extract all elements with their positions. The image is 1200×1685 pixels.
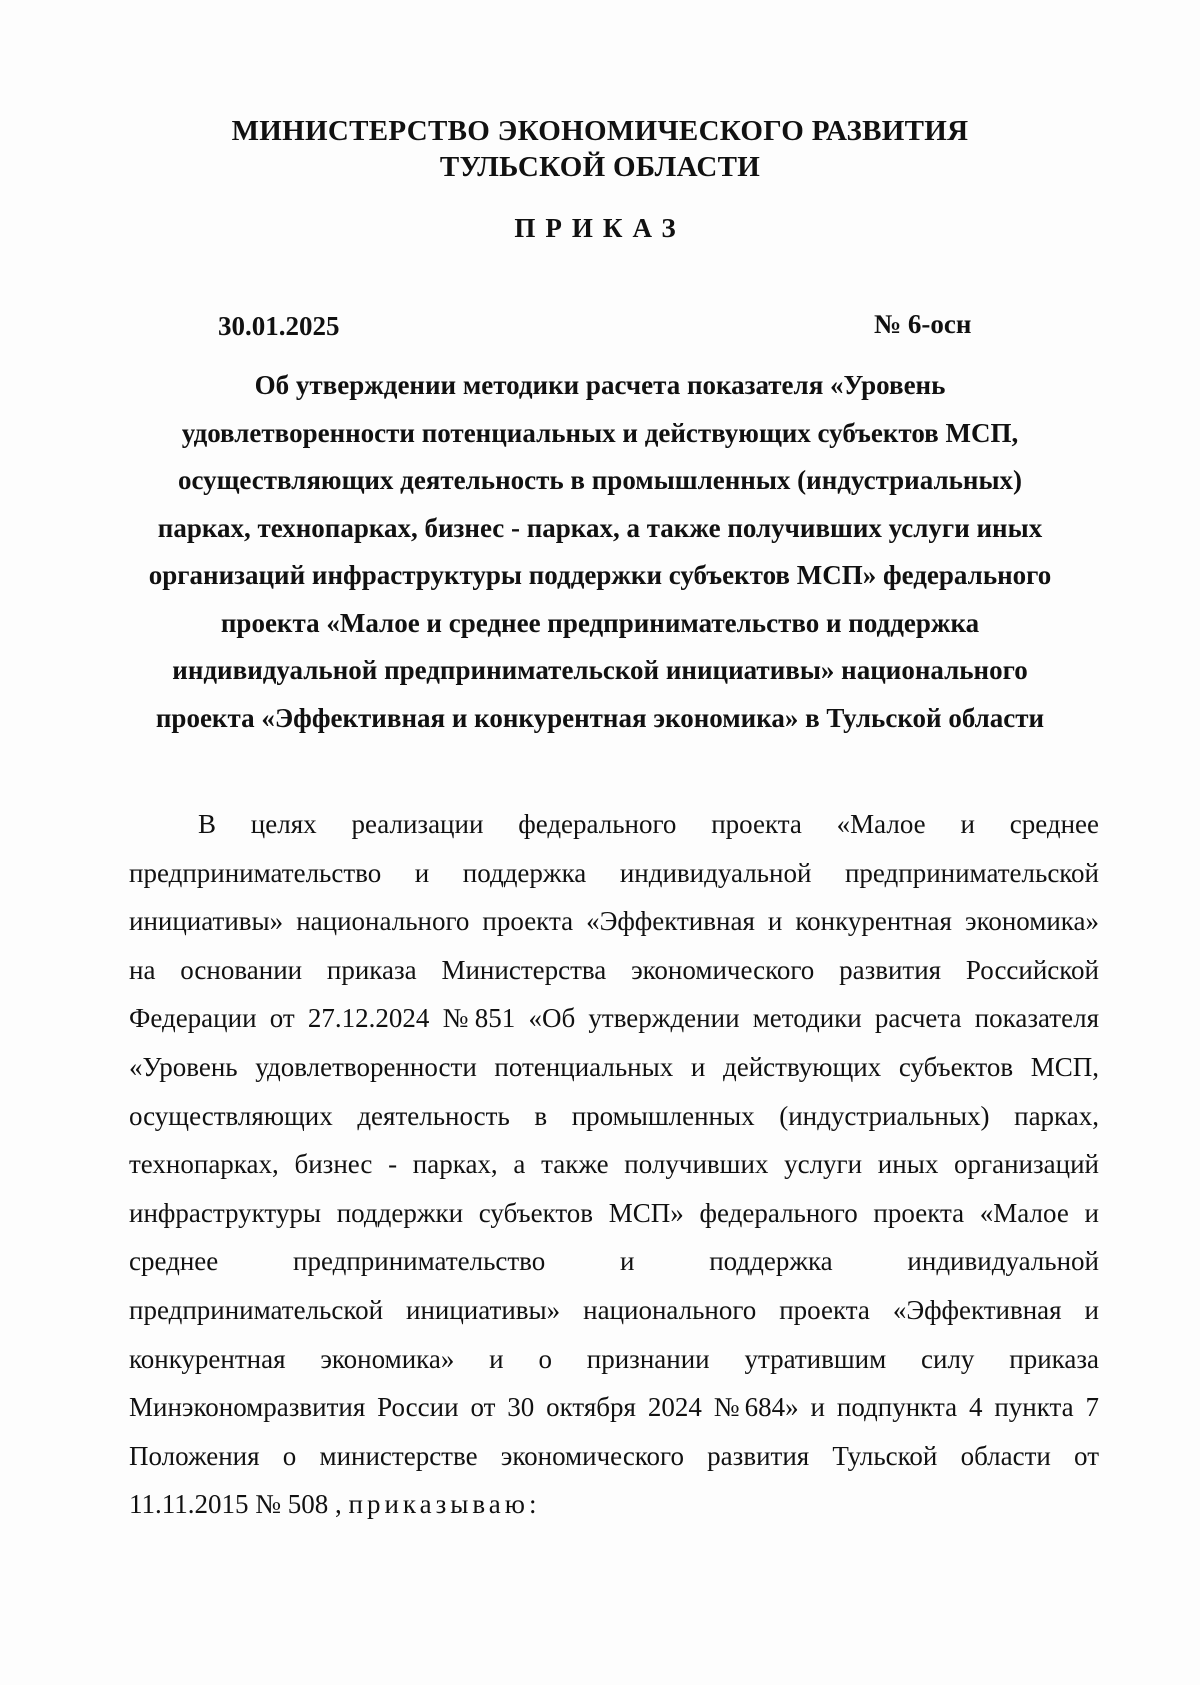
body-line: В целях реализации федерального проекта «Малое и среднее [198, 809, 1099, 839]
ministry-name [0, 113, 1200, 185]
body-line: инициативы» национального проекта «Эффективная и конкурентная экономика» [129, 906, 1099, 937]
order-heading: ПРИКАЗ [514, 213, 686, 243]
subject-line: удовлетворенности потенциальных и действующих субъектов МСП, [181, 417, 1019, 448]
order-number: № 6-осн [874, 309, 972, 339]
subject-line: организаций инфраструктуры поддержки субъектов МСП» федерального [148, 560, 1052, 590]
body-line: «Уровень удовлетворенности потенциальных и действующих субъектов МСП, [129, 1051, 1099, 1082]
body-line: инфраструктуры поддержки субъектов МСП» федерального проекта «Малое и [129, 1197, 1099, 1228]
body-line: предпринимательской инициативы» национального проекта «Эффективная и [129, 1294, 1099, 1325]
subject-line: осуществляющих деятельность в промышленных (индустриальных) [177, 465, 1023, 495]
order-directive: приказываю: [348, 1489, 541, 1520]
subject-line: индивидуальной предпринимательской инициативы» национального [172, 655, 1028, 685]
ministry-name-line-1: МИНИСТЕРСТВО ЭКОНОМИЧЕСКОГО РАЗВИТИЯ [231, 115, 969, 147]
ministry-name-line-2: ТУЛЬСКОЙ ОБЛАСТИ [439, 151, 761, 183]
body-line: технопарках, бизнес - парках, а также получивших услуги иных организаций [129, 1149, 1099, 1180]
body-line: Положения о министерстве экономического развития Тульской области от [129, 1440, 1099, 1471]
subject-line: проекта «Эффективная и конкурентная экономика» в Тульской области [155, 702, 1045, 733]
body-line: среднее предпринимательство и поддержка индивидуальной [129, 1246, 1099, 1277]
order-subject [0, 362, 1200, 742]
body-last-line-text: 11.11.2015 № 508 , [129, 1489, 349, 1520]
body-line: конкурентная экономика» и о признании утратившим силу приказа [129, 1343, 1099, 1374]
body-line: на основании приказа Министерства экономического развития Российской [129, 954, 1099, 985]
order-date: 30.01.2025 [218, 311, 340, 341]
body-line: Минэкономразвития России от 30 октября 2024 №684» и подпункта 4 пункта 7 [129, 1392, 1099, 1423]
body-last-line [129, 1480, 1099, 1529]
subject-line: проекта «Малое и среднее предпринимательство и поддержка [220, 607, 980, 638]
body-line: предпринимательство и поддержка индивидуальной предпринимательской [129, 857, 1099, 888]
subject-line: парках, технопарках, бизнес - парках, а также получивших услуги иных [157, 512, 1043, 543]
body-line: осуществляющих деятельность в промышленных (индустриальных) парках, [129, 1100, 1099, 1131]
order-body [129, 800, 1099, 1529]
body-line: Федерации от 27.12.2024 №851 «Об утверждении методики расчета показателя [129, 1003, 1099, 1034]
subject-line: Об утверждении методики расчета показателя «Уровень [254, 370, 946, 400]
